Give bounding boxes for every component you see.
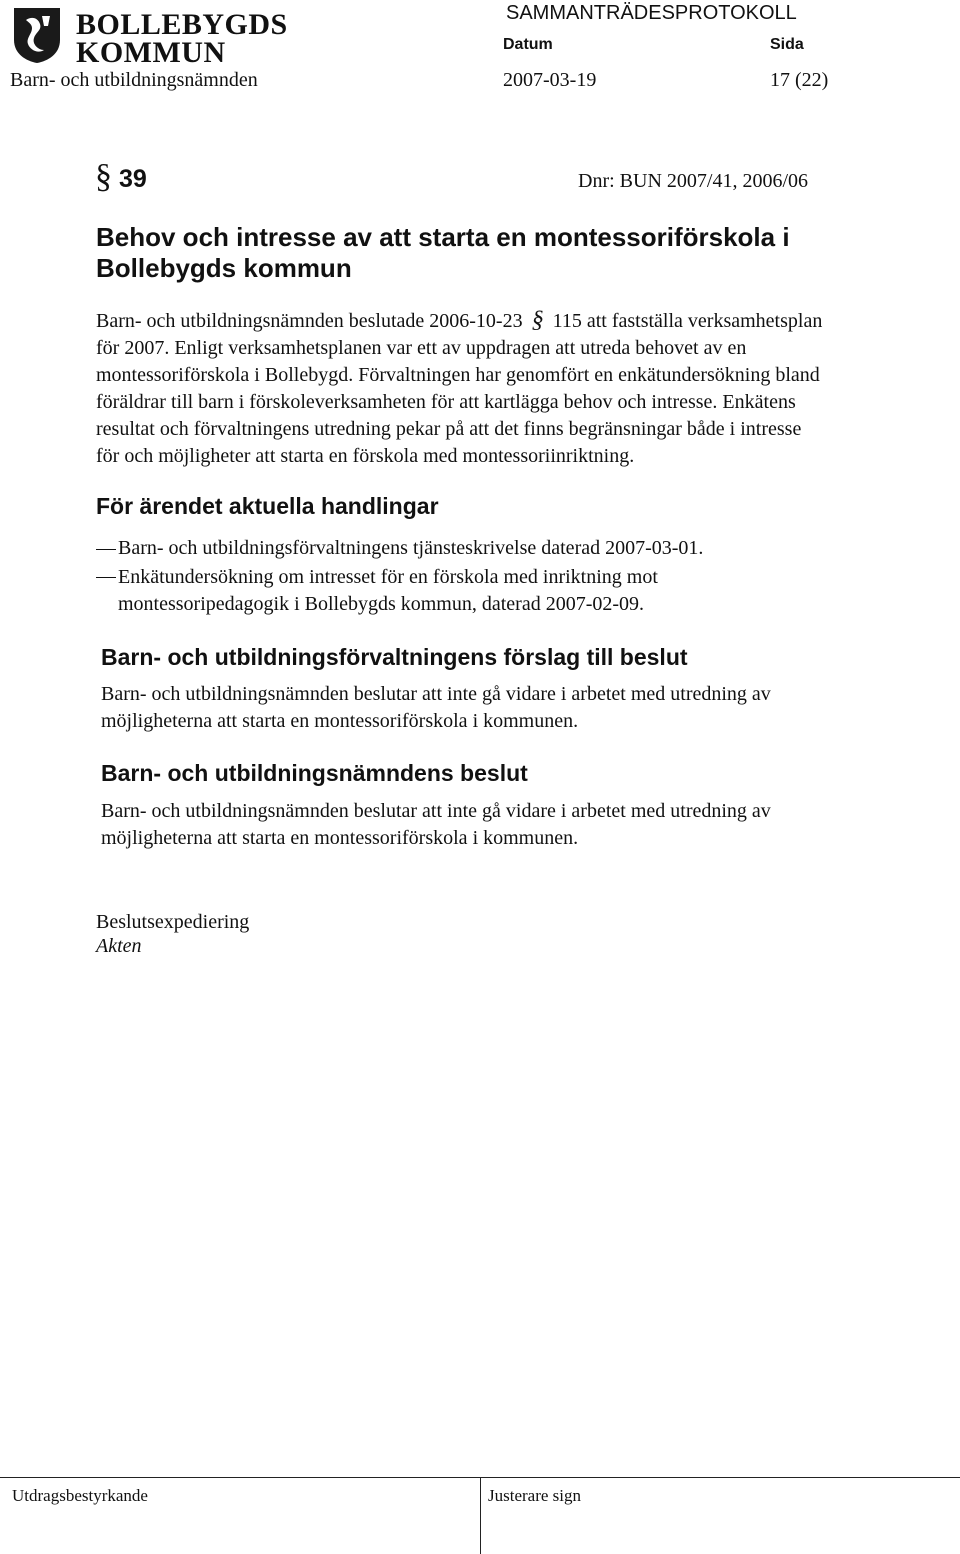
intro-line1-end: 115 att fastställa verksamhetsplan bbox=[552, 310, 823, 332]
intro-line1 bbox=[96, 307, 822, 335]
dispatch-label: Beslutsexpediering bbox=[96, 911, 250, 933]
proposal-line: Barn- och utbildningsnämnden beslutar att inte gå vidare i arbetet med utredning av bbox=[101, 683, 771, 705]
intro-line: för 2007. Enligt verksamhetsplanen var ett av uppdragen att utreda behovet av en bbox=[96, 337, 747, 359]
document-item bbox=[118, 564, 658, 618]
reference-number: Dnr: BUN 2007/41, 2006/06 bbox=[578, 170, 808, 192]
proposal-line: möjligheterna att starta en montessoriförskola i kommunen. bbox=[101, 710, 579, 732]
adjuster-signature-label: Justerare sign bbox=[488, 1486, 582, 1505]
dispatch-recipient: Akten bbox=[96, 935, 142, 957]
decision-line: Barn- och utbildningsnämnden beslutar att inte gå vidare i arbetet med utredning av bbox=[101, 800, 771, 822]
footer-column-divider bbox=[480, 1478, 481, 1554]
document-type: SAMMANTRÄDESPROTOKOLL bbox=[506, 2, 797, 24]
document-item-line: Barn- och utbildningsförvaltningens tjänsteskrivelse daterad 2007-03-01. bbox=[118, 537, 704, 559]
paragraph-symbol: § bbox=[95, 158, 112, 195]
certification-label: Utdragsbestyrkande bbox=[12, 1486, 148, 1505]
section-sign-icon: § bbox=[531, 307, 544, 333]
intro-line: föräldrar till barn i förskoleverksamheten för att kartlägga behov och intresse. Enkätens bbox=[96, 391, 796, 413]
proposal-text bbox=[101, 681, 771, 735]
document-item-line: montessoripedagogik i Bollebygds kommun, daterad 2007-02-09. bbox=[118, 593, 645, 615]
document-item-line: Enkätundersökning om intresset för en förskola med inriktning mot bbox=[118, 566, 658, 588]
list-dash-icon bbox=[96, 577, 116, 578]
municipality-logo bbox=[12, 6, 288, 69]
logo-text-line2: KOMMUN bbox=[76, 36, 226, 69]
decision-heading: Barn- och utbildningsnämndens beslut bbox=[101, 760, 528, 786]
page-number: 17 (22) bbox=[770, 69, 829, 91]
logo-text-line1: BOLLEBYGDS bbox=[76, 8, 288, 41]
committee-name: Barn- och utbildningsnämnden bbox=[10, 69, 258, 91]
decision-line: möjligheterna att starta en montessoriförskola i kommunen. bbox=[101, 827, 579, 849]
intro-line: montessoriförskola i Bollebygd. Förvaltningen har genomfört en enkätundersökning bland bbox=[96, 364, 820, 386]
list-dash-icon bbox=[96, 549, 116, 550]
documents-heading: För ärendet aktuella handlingar bbox=[96, 493, 439, 519]
intro-line: resultat och förvaltningens utredning pekar på att det finns begränsningar både i intresse bbox=[96, 418, 802, 440]
intro-line: för och möjligheter att starta en förskola med montessoriinriktning. bbox=[96, 445, 635, 467]
decision-text bbox=[101, 798, 771, 852]
date-label: Datum bbox=[503, 36, 553, 53]
page-label: Sida bbox=[770, 36, 804, 53]
municipal-coat-of-arms-icon bbox=[12, 6, 62, 64]
proposal-heading: Barn- och utbildningsförvaltningens förslag till beslut bbox=[101, 644, 688, 670]
section-title-line1: Behov och intresse av att starta en montessoriförskola i bbox=[96, 222, 790, 252]
section-title-line2: Bollebygds kommun bbox=[96, 253, 352, 283]
document-item bbox=[118, 535, 703, 562]
section-number: 39 bbox=[119, 165, 147, 193]
intro-paragraph bbox=[96, 307, 822, 470]
meeting-date: 2007-03-19 bbox=[503, 69, 597, 91]
intro-line1-start: Barn- och utbildningsnämnden beslutade 2006-10-23 bbox=[96, 310, 523, 332]
